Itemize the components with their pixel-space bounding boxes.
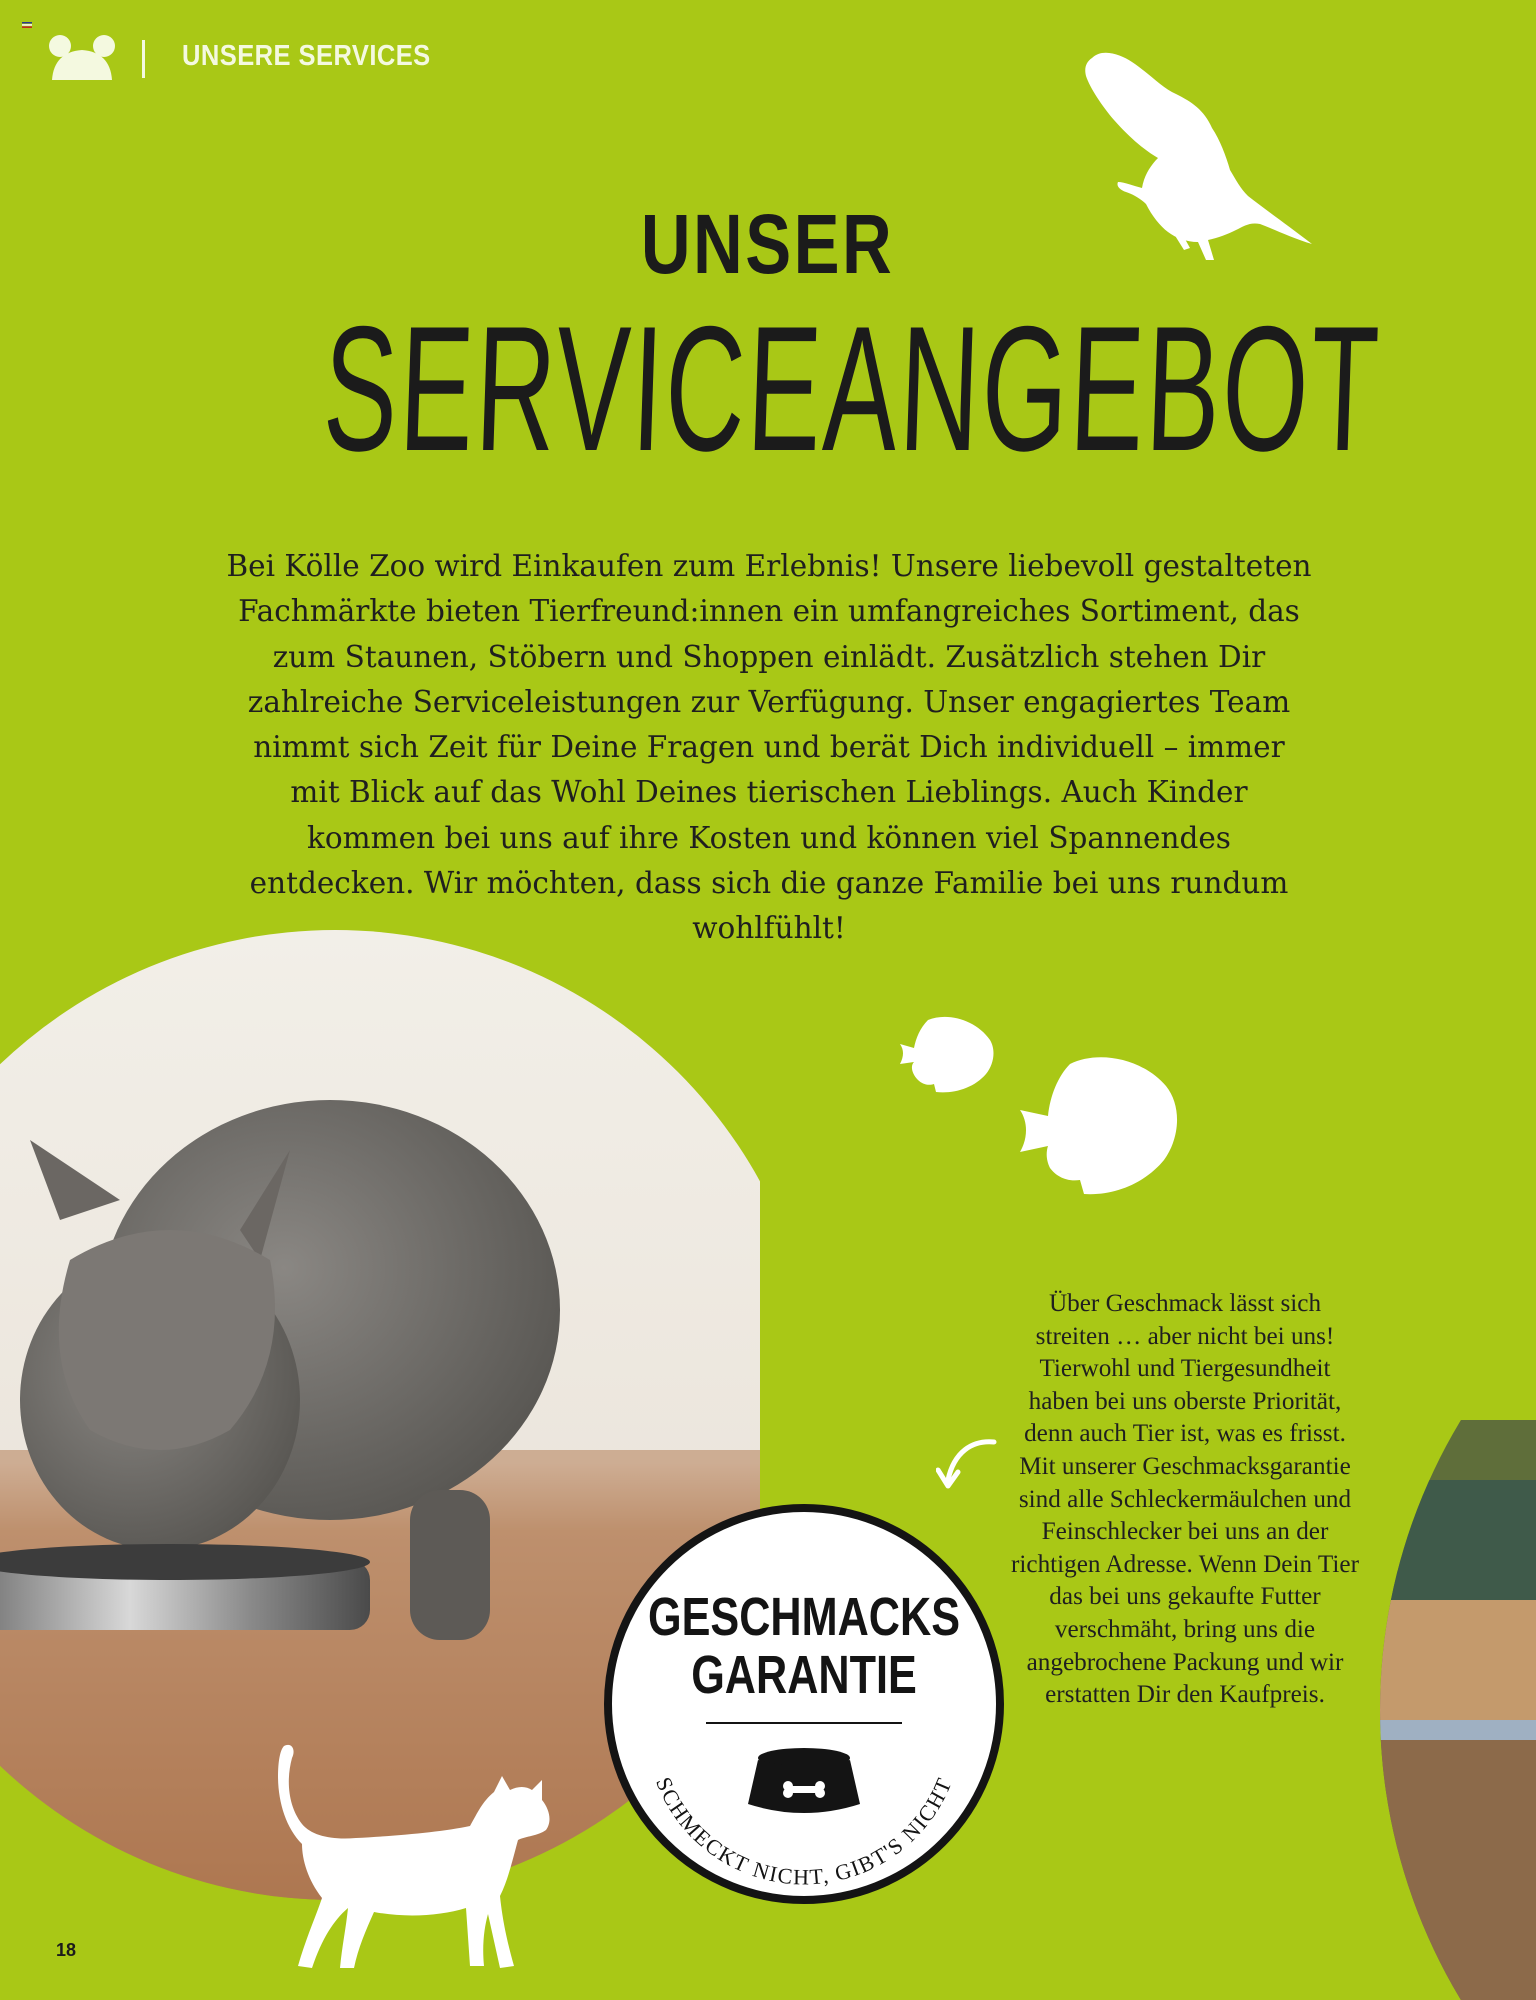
badge-title-line2: GARANTIE [691, 1645, 917, 1705]
guarantee-text: Über Geschmack lässt sich streiten … aber nicht bei uns! Tierwohl und Tiergesundheit haben bei uns oberste Priorität, denn auch Tier ist, was es frisst. Mit unserer Geschmacksgarantie sind alle Schleckermäulchen und Feinschlecker bei uns an der richtigen Adresse. Wenn Dein Tier das bei uns gekaufte Futter verschmäht, bring uns die angebrochene Packung und wir erstatten Dir den Kaufpreis. [1011, 1290, 1359, 1709]
header-divider [142, 40, 145, 78]
corner-mark [22, 22, 32, 28]
shop-photo [1380, 1420, 1536, 2000]
intro-paragraph: Bei Kölle Zoo wird Einkaufen zum Erlebnis! Unsere liebevoll gestalteten Fachmärkte bieten Tierfreund:innen ein umfangreiches Sortiment, das zum Staunen, Stöbern und Shoppen einlädt. Zusätzlich stehen Dir zahlreiche Serviceleistungen zur Verfügung. Unser engagiertes Team nimmt sich Zeit für Deine Fragen und berät Dich individuell – immer mit Blick auf das Wohl Deines tierischen Lieblings. Auch Kinder kommen bei uns auf ihre Kosten und können viel Spannendes entdecken. Wir möchten, dass sich die ganze Familie bei uns rundum wohlfühlt! [226, 549, 1312, 946]
svg-text:SCHMECKT NICHT, GIBT'S NICHT: SCHMECKT NICHT, GIBT'S NICHT [651, 1773, 957, 1890]
curved-arrow-icon [936, 1436, 998, 1492]
cat-silhouette-icon [256, 1740, 556, 1978]
badge-title-line1: GESCHMACKS [647, 1587, 961, 1647]
badge-arc-text [604, 1504, 1004, 1904]
section-label: UNSERE SERVICES [182, 40, 431, 72]
fish-icon [898, 1014, 994, 1096]
mouse-head-icon [46, 34, 118, 82]
fish-icon [1018, 1054, 1182, 1200]
page-title: SERVICEANGEBOT [320, 289, 1384, 488]
page-number: 18 [56, 1940, 77, 1960]
title-line1: UNSER [641, 197, 895, 291]
